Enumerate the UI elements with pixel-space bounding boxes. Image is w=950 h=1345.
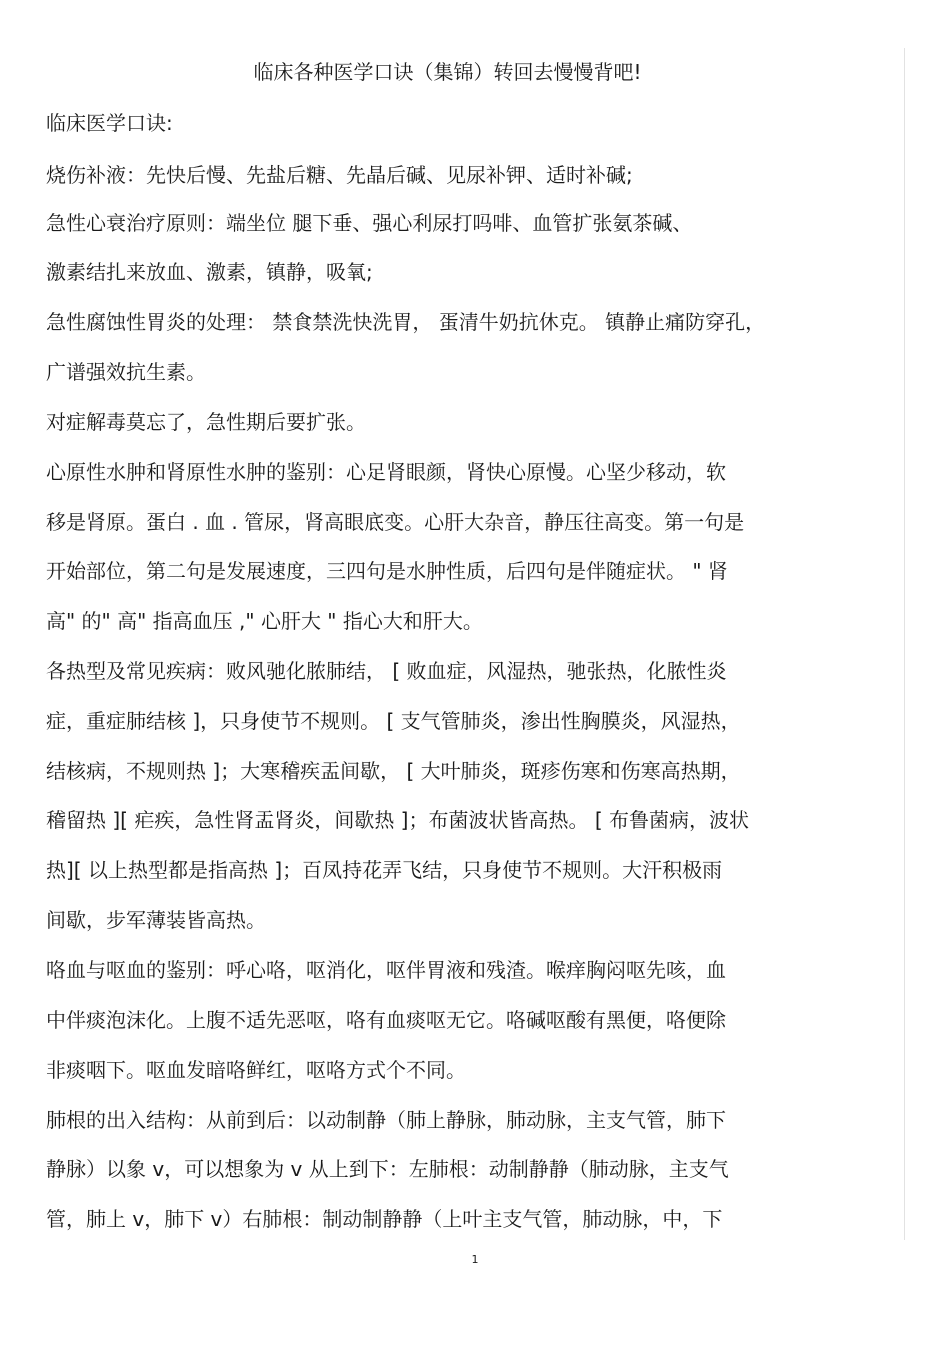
text-line: 广谱强效抗生素。 bbox=[46, 360, 206, 384]
text-line: 肺根的出入结构：从前到后：以动制静（肺上静脉，肺动脉，主支气管，肺下 bbox=[46, 1108, 726, 1132]
text-line: 急性腐蚀性胃炎的处理： 禁食禁洗快洗胃， 蛋清牛奶抗休克。 镇静止痛防穿孔， bbox=[46, 310, 766, 334]
text-line: 结核病，不规则热 ]；大寒稽疾盂间歇， [ 大叶肺炎，斑疹伤寒和伤寒高热期， bbox=[46, 759, 741, 783]
text-line: 咯血与呕血的鉴别：呼心咯，呕消化，呕伴胃液和残渣。喉痒胸闷呕先咳，血 bbox=[46, 958, 726, 982]
page-number: 1 bbox=[471, 1253, 479, 1266]
text-line: 对症解毒莫忘了，急性期后要扩张。 bbox=[46, 410, 366, 434]
text-line: 中伴痰泡沫化。上腹不适先恶呕，咯有血痰呕无它。咯碱呕酸有黑便，咯便除 bbox=[46, 1008, 726, 1032]
text-line: 高" 的" 高" 指高血压 ," 心肝大 " 指心大和肝大。 bbox=[46, 609, 483, 633]
text-line: 管，肺上 v，肺下 v）右肺根：制动制静静（上叶主支气管，肺动脉，中，下 bbox=[46, 1207, 723, 1231]
text-line: 各热型及常见疾病：败风驰化脓肺结， [ 败血症，风湿热，驰张热，化脓性炎 bbox=[46, 659, 727, 683]
text-line: 移是肾原。蛋白 . 血 . 管尿，肾高眼底变。心肝大杂音，静压往高变。第一句是 bbox=[46, 510, 745, 534]
text-line: 症，重症肺结核 ]，只身使节不规则。 [ 支气管肺炎，渗出性胸膜炎，风湿热， bbox=[46, 709, 741, 733]
text-line: 激素结扎来放血、激素，镇静，吸氧; bbox=[46, 260, 373, 284]
text-line: 急性心衰治疗原则：端坐位 腿下垂、强心利尿打吗啡、血管扩张氨茶碱、 bbox=[46, 211, 693, 235]
text-line: 烧伤补液：先快后慢、先盐后糖、先晶后碱、见尿补钾、适时补碱; bbox=[46, 163, 633, 187]
page-edge-divider bbox=[904, 48, 905, 1240]
text-line: 静脉）以象 v，可以想象为 v 从上到下：左肺根：动制静静（肺动脉，主支气 bbox=[46, 1157, 729, 1181]
text-line: 热][ 以上热型都是指高热 ]；百凤持花弄飞结，只身使节不规则。大汗积极雨 bbox=[46, 858, 723, 882]
text-line: 间歇，步军薄装皆高热。 bbox=[46, 908, 266, 932]
text-line: 开始部位，第二句是发展速度，三四句是水肿性质，后四句是伴随症状。 " 肾 bbox=[46, 559, 728, 583]
text-line: 非痰咽下。呕血发暗咯鲜红，呕咯方式个不同。 bbox=[46, 1058, 466, 1082]
text-line: 稽留热 ][ 疟疾，急性肾盂肾炎，间歇热 ]；布菌波状皆高热。 [ 布鲁菌病，波状 bbox=[46, 808, 749, 832]
section-heading: 临床医学口诀: bbox=[46, 111, 173, 135]
document-title: 临床各种医学口诀（集锦）转回去慢慢背吧! bbox=[253, 60, 642, 84]
text-line: 心原性水肿和肾原性水肿的鉴别：心足肾眼颜，肾快心原慢。心坚少移动，软 bbox=[46, 460, 726, 484]
